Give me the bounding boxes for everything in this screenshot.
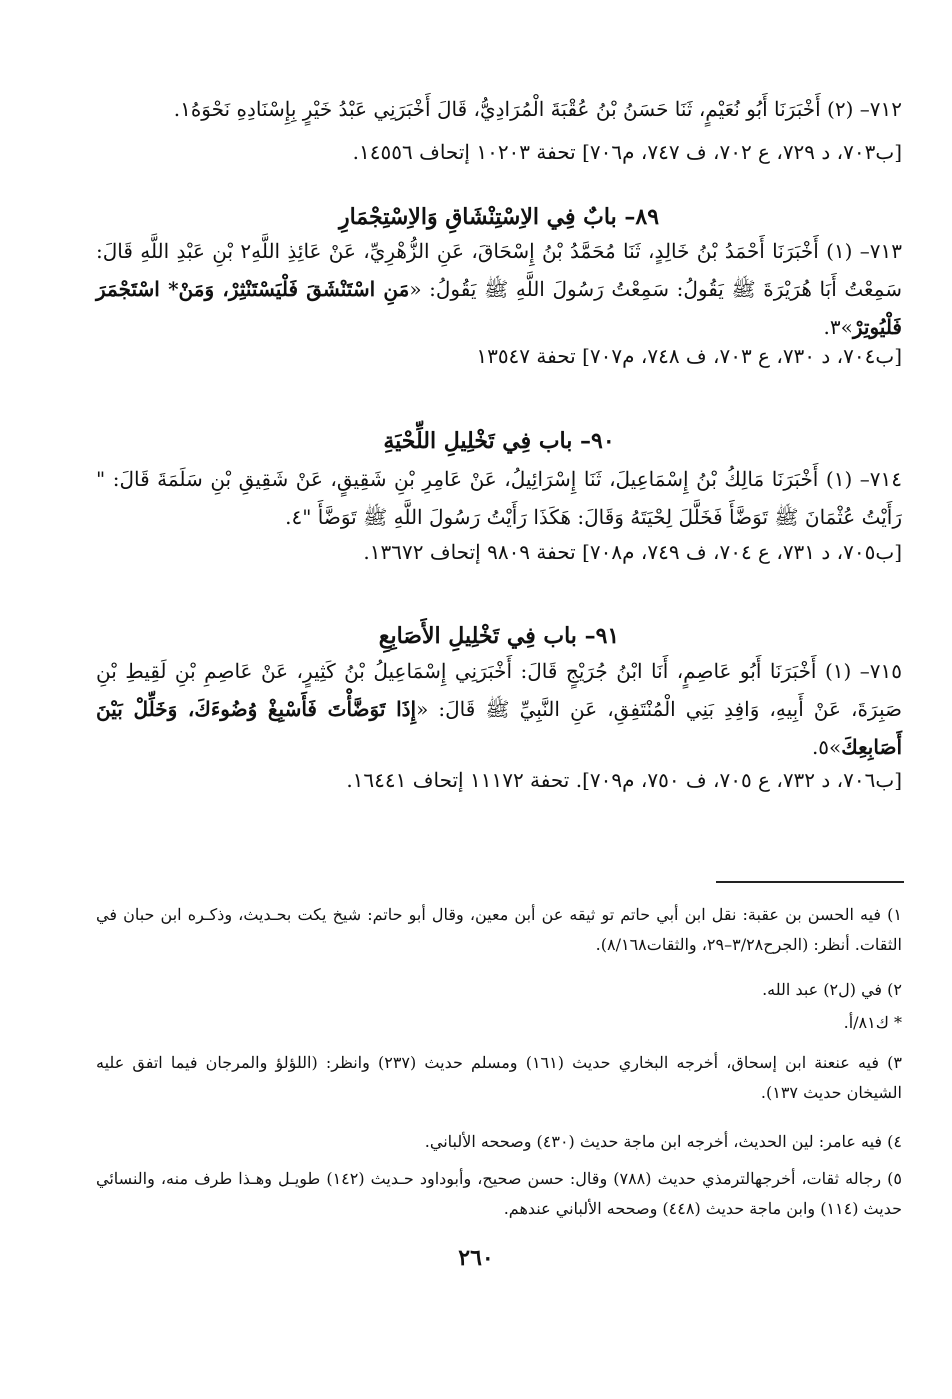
- footnote-separator: [716, 881, 904, 883]
- footnote-3: ٣) فيه عنعنة ابن إسحاق، أخرجه البخاري حديث (١٦١) ومسلم حديث (٢٣٧) وانظر: (اللؤلؤ والمرجان فيما اتفق عليه الشيخان حديث ١٣٧).: [96, 1053, 902, 1102]
- hadith-713-text: ٧١٣– (١) أَخْبَرَنَا أَحْمَدُ بْنُ خَالِدٍ، ثَنَا مُحَمَّدُ بْنُ إِسْحَاقَ، عَنِ الزُّهْرِيِّ، عَنْ عَائِذِ اللَّهِ٢ بْنِ عَبْدِ اللَّهِ قَالَ: سَمِعْتُ أَبَا هُرَيْرَةَ ﷺ يَقُولُ: سَمِعْتُ رَسُولَ اللَّهِ ﷺ يَقُولُ: «: [96, 239, 902, 301]
- page-number: ٢٦٠: [458, 1245, 494, 1271]
- hadith-713-matn: مَنِ اسْتَنْشَقَ فَلْيَسْتَنْثِرْ، وَمَنْ* اسْتَجْمَرَ فَلْيُوتِرْ: [96, 277, 902, 339]
- footnote-1: ١) فيه الحسن بن عقبة: نقل ابن أبي حاتم تو ثيقه عن أبن معين، وقال أبو حاتم: شيخ يكت بحـديث، وذكـره ابن حبان في الثقات. أنظر: (الجرح٣/٢٨–٢٩، والثقات٨/١٦٨).: [96, 905, 902, 954]
- chapter-90-heading: ٩٠– باب فِي تَخْلِيلِ اللِّحْيَةِ: [383, 428, 615, 454]
- hadith-712-reference: [ب٧٠٣، د ٧٢٩، ع ٧٠٢، ف ٧٤٧، م٧٠٦] تحفة ١٠٢٠٣ إتحاف ١٤٥٥٦.: [352, 140, 902, 164]
- hadith-714: [96, 460, 902, 536]
- footnote-4: ٤) فيه عامر: لين الحديث، أخرجه ابن ماجة حديث (٤٣٠) وصححه الألباني.: [424, 1132, 902, 1151]
- hadith-715-reference: [ب٧٠٦، د ٧٣٢، ع ٧٠٥، ف ٧٥٠، م٧٠٩]. تحفة ١١١٧٢ إتحاف ١٦٤٤١.: [346, 768, 902, 792]
- hadith-715-end: »٥.: [811, 735, 842, 759]
- footnote-5: ٥) رجاله ثقات، أخرجهالترمذي حديث (٧٨٨) وقال: حسن صحيح، وأبوداود حـديث (١٤٢) طويـل وهـذا طرف منه، والنسائي حديث (١١٤) وابن ماجة حديث (٤٤٨) وصححه الألباني عندهم.: [96, 1169, 902, 1218]
- hadith-714-reference: [ب٧٠٥، د ٧٣١، ع ٧٠٤، ف ٧٤٩، م٧٠٨] تحفة ٩٨٠٩ إتحاف ١٣٦٧٢.: [363, 540, 902, 564]
- hadith-713-reference: [ب٧٠٤، د ٧٣٠، ع ٧٠٣، ف ٧٤٨، م٧٠٧] تحفة ١٣٥٤٧: [476, 344, 902, 368]
- chapter-91-heading: ٩١– باب فِي تَخْلِيلِ الأَصَابِعِ: [378, 623, 620, 649]
- hadith-715-matn: إِذَا تَوَضَّأْتَ فَأَسْبِغْ وُضُوءَكَ، وَخَلِّلْ بَيْنَ أَصَابِعِكَ: [96, 697, 902, 759]
- hadith-712-text: ٧١٢– (٢) أَخْبَرَنَا أَبُو نُعَيْمٍ، ثَنَا حَسَنُ بْنُ عُقْبَةَ الْمُرَادِيُّ، قَالَ أَخْبَرَنِي عَبْدُ خَيْرٍ بِإِسْنَادِهِ نَحْوَهُ١.: [173, 97, 902, 121]
- chapter-89-heading: ٨٩– بابٌ فِي الاِسْتِنْشَاقِ وَالاِسْتِجْمَارِ: [338, 204, 660, 230]
- footnote-star: * ك٨١/أ.: [843, 1013, 902, 1032]
- hadith-715-text: ٧١٥– (١) أَخْبَرَنَا أَبُو عَاصِمٍ، أَنَا ابْنُ جُرَيْجٍ قَالَ: أَخْبَرَنِي إِسْمَاعِيلُ بْنُ كَثِيرٍ، عَنْ عَاصِمِ بْنِ لَقِيطِ بْنِ صَبِرَةَ، عَنْ أَبِيهِ، وَافِدِ بَنِي الْمُنْتَفِقِ، عَنِ النَّبِيِّ ﷺ قَالَ: «: [96, 659, 902, 721]
- hadith-712: [96, 90, 902, 128]
- hadith-713: [96, 232, 902, 346]
- hadith-714-text: ٧١٤– (١) أَخْبَرَنَا مَالِكُ بْنُ إِسْمَاعِيلَ، ثَنَا إِسْرَائِيلُ، عَنْ عَامِرِ بْنِ شَقِيقٍ، عَنْ شَقِيقِ بْنِ سَلَمَةَ قَالَ: " رَأَيْتُ عُثْمَانَ ﷺ تَوَضَّأَ فَخَلَّلَ لِحْيَتَهُ وَقَالَ: هَكَذَا رَأَيْتُ رَسُولَ اللَّهِ ﷺ تَوَضَّأَ "٤.: [96, 467, 902, 529]
- hadith-715: [96, 652, 902, 766]
- hadith-713-end: »٣.: [823, 315, 853, 339]
- footnote-2: ٢) في (ل٢) عبد الله.: [762, 980, 902, 999]
